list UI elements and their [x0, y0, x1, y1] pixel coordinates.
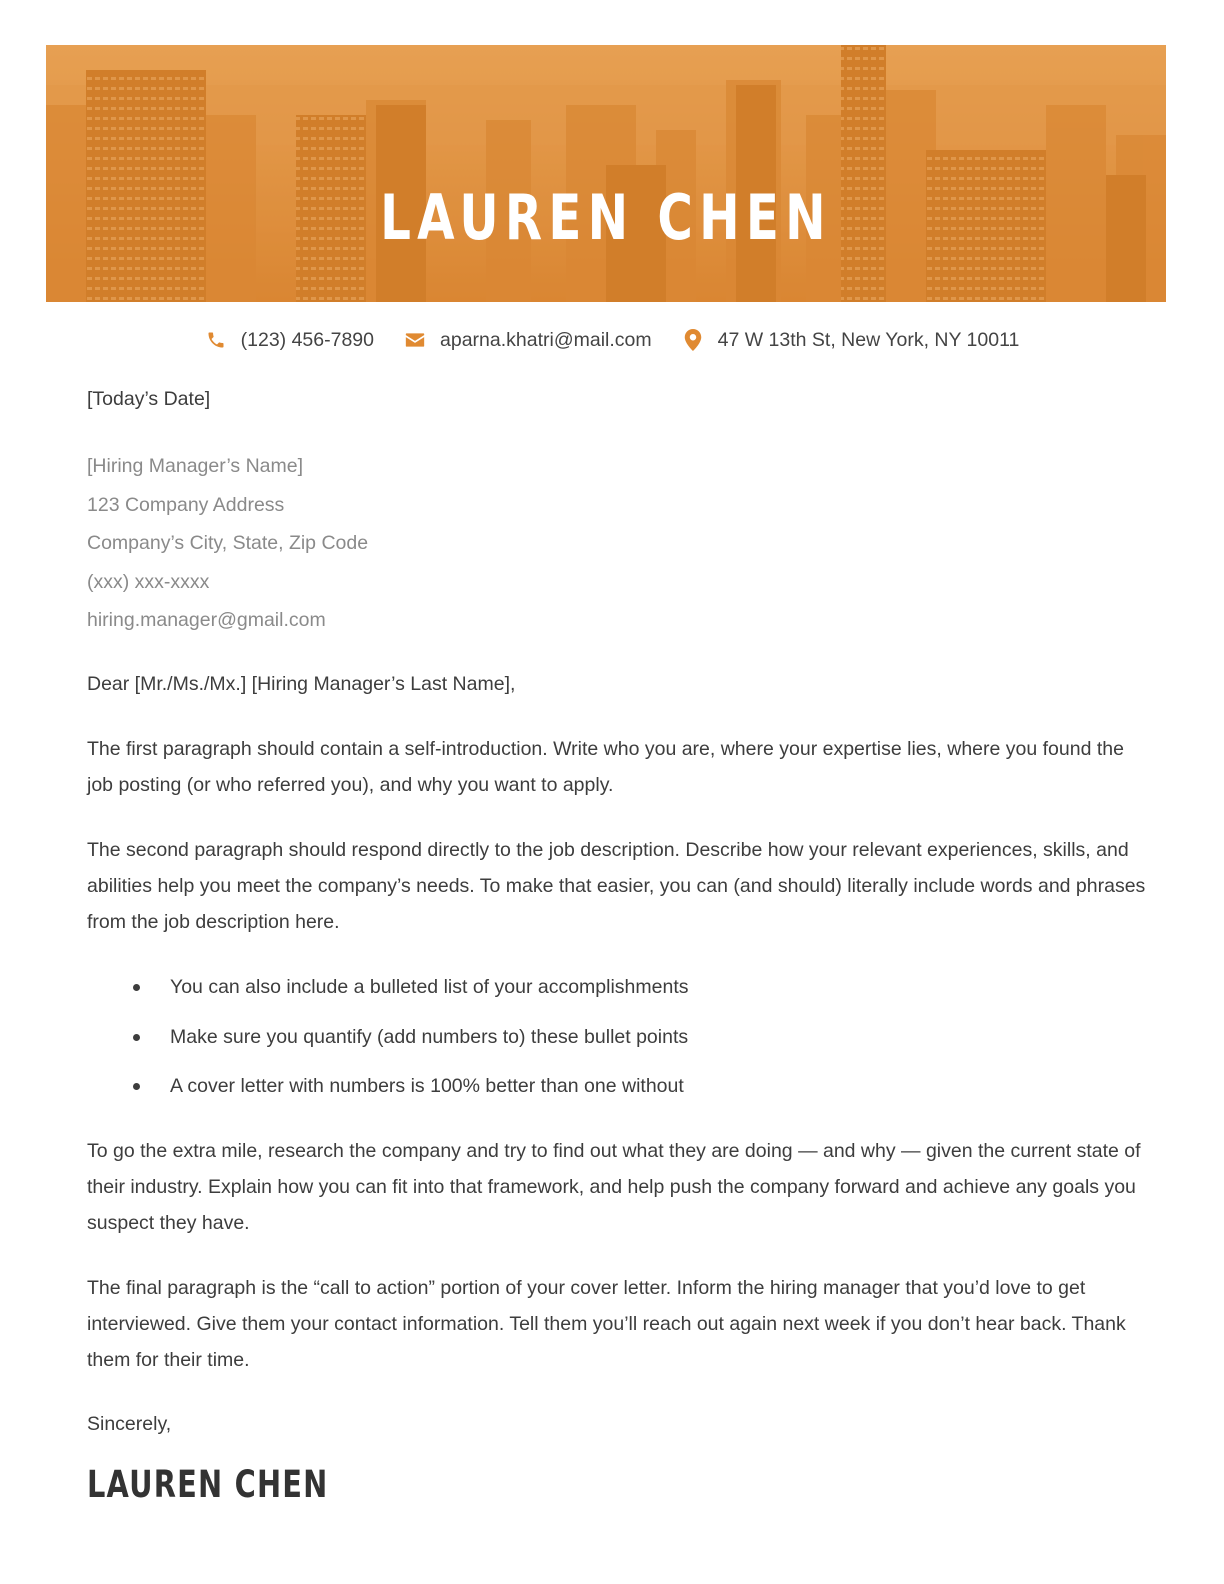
contact-bar	[0, 326, 1224, 354]
bullet-text: Make sure you quantify (add numbers to) these bullet points	[170, 1025, 689, 1048]
paragraph-intro: The first paragraph should contain a self-introduction. Write who you are, where your expertise lies, where you found the job posting (or who referred you), and why you want to apply.	[87, 738, 1124, 796]
email-text: aparna.khatri@mail.com	[440, 328, 652, 351]
recipient-block	[87, 447, 1147, 640]
contact-email	[404, 329, 652, 352]
recipient-name: [Hiring Manager’s Name]	[87, 455, 304, 477]
letter-date: [Today’s Date]	[87, 388, 211, 410]
bullet-dot	[133, 1034, 140, 1041]
address-text: 47 W 13th St, New York, NY 10011	[717, 328, 1020, 351]
contact-phone	[205, 329, 374, 352]
bullet-dot	[133, 984, 140, 991]
closing: Sincerely,	[87, 1413, 172, 1435]
paragraph-research: To go the extra mile, research the company and try to find out what they are doing — and why — given the current state of their industry. Explain how you can fit into that framework, and help push the company forward and achieve any goals you suspect they have.	[87, 1140, 1141, 1234]
recipient-address: 123 Company Address	[87, 493, 285, 516]
recipient-email: hiring.manager@gmail.com	[87, 609, 326, 631]
envelope-icon	[404, 329, 426, 351]
phone-icon	[205, 329, 227, 351]
signature-name: LAUREN CHEN	[87, 1463, 329, 1506]
greeting: Dear [Mr./Ms./Mx.] [Hiring Manager’s Last Name],	[87, 673, 516, 695]
bullet-text: You can also include a bulleted list of your accomplishments	[170, 976, 689, 998]
paragraph-job-description: The second paragraph should respond directly to the job description. Describe how your relevant experiences, skills, and abilities help you meet the company’s needs. To make that easier, you can (and should) literally include words and phrases from the job description here.	[87, 839, 1146, 933]
bullet-text: A cover letter with numbers is 100% better than one without	[170, 1075, 684, 1097]
bullet-dot	[133, 1083, 140, 1090]
city-skyline-image	[46, 45, 1166, 302]
list-item	[87, 969, 1147, 1019]
list-item	[87, 1019, 1147, 1069]
recipient-city: Company’s City, State, Zip Code	[87, 532, 369, 554]
map-pin-icon	[682, 329, 704, 351]
header-banner	[46, 45, 1166, 302]
contact-address	[682, 329, 1020, 352]
list-item	[87, 1068, 1147, 1118]
phone-text: (123) 456-7890	[240, 328, 374, 351]
accomplishment-list	[87, 969, 1147, 1118]
paragraph-call-to-action: The final paragraph is the “call to action” portion of your cover letter. Inform the hiring manager that you’d love to get interviewed. Give them your contact information. Tell them you’ll reach out again next week if you don’t hear back. Thank them for their time.	[87, 1277, 1126, 1371]
recipient-phone: (xxx) xxx-xxxx	[87, 570, 210, 593]
header-name: LAUREN CHEN	[380, 181, 832, 254]
